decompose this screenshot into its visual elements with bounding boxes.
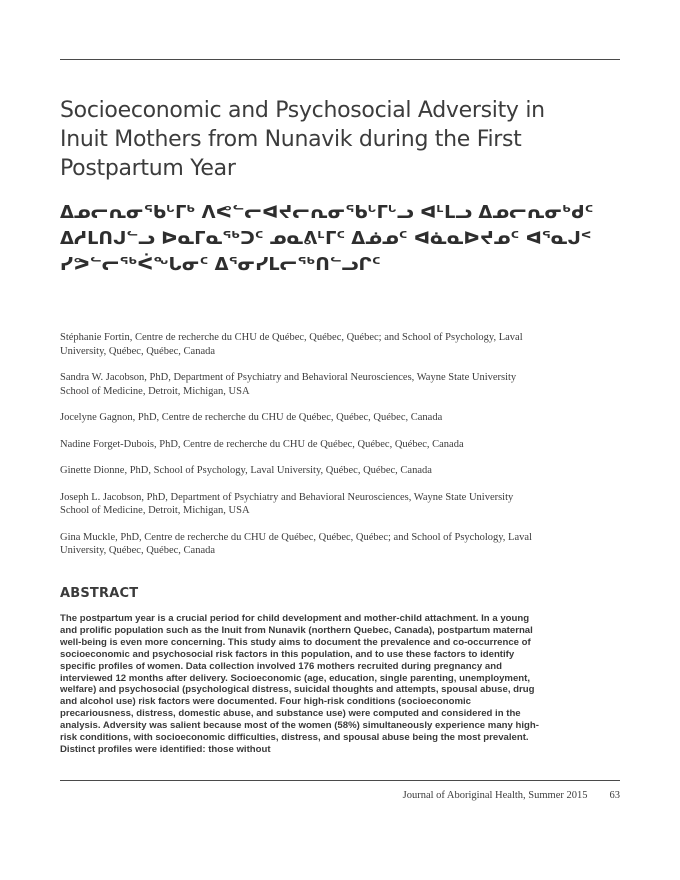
top-rule <box>60 59 620 60</box>
page-footer <box>403 789 620 802</box>
page-number: 63 <box>609 790 620 801</box>
author-affiliation: Nadine Forget-Dubois, PhD, Centre de recherche du CHU de Québec, Québec, Québec, Canada <box>60 438 464 450</box>
author-affiliation: Jocelyne Gagnon, PhD, Centre de recherche du CHU de Québec, Québec, Québec, Canada <box>60 412 443 423</box>
article-title: Socioeconomic and Psychosocial Adversity in Inuit Mothers from Nunavik during the First Postpartum Year <box>60 98 545 181</box>
article-title-inuktitut: ᐃᓄᓕᕆᓂᖃᒡᒥᒃ ᐱᕙᓪᓕᐊᔪᓕᕆᓂᖃᒡᒥᒡᓗ ᐊᒻᒪᓗ ᐃᓄᓕᕆᓂᒃᑯᑦ ᐃᓱᒪᑎᒍᓪᓗ ᐅᓇᒥᓇᖅᑐᑦ ᓄᓇᕕᒻᒥᑦ ᐃᓅᓄᑦ ᐊᓈᓇᐅᔪᓄᑦ ᐊᕐᓇᒍᑉ ᓯᕗᓪᓕᖅᐹᖓᓂᑦ ᐃᕐᓂᓯᒪᓕᖅᑎᓪᓗᒋᑦ <box>60 202 594 275</box>
author-affiliation: Gina Muckle, PhD, Centre de recherche du CHU de Québec, Québec, Québec; and School of Psychology, Laval University, Québec, Québec, Canada <box>60 531 532 556</box>
author-affiliation: Stéphanie Fortin, Centre de recherche du CHU de Québec, Québec, Québec; and School of Psychology, Laval University, Québec, Québec, Canada <box>60 332 523 357</box>
author-affiliation: Joseph L. Jacobson, PhD, Department of Psychiatry and Behavioral Neurosciences, Wayne State University School of Medicine, Detroit, Michigan, USA <box>60 491 514 516</box>
abstract-text: The postpartum year is a crucial period for child development and mother-child attachment. In a young and prolific population such as the Inuit from Nunavik (northern Quebec, Canada), postpartum maternal well-being is even more concerning. This study aims to document the prevalence and co-occurrence of socioeconomic and psychosocial risk factors in this population, and to use these factors to identify specific profiles of women. Data collection involved 176 mothers recruited during pregnancy and interviewed 12 months after delivery. Socioeconomic (age, education, single parenting, unemployment, welfare) and psychosocial (psychological distress, suicidal thoughts and attempts, spousal abuse, drug and alcohol use) risk factors were documented. Four high-risk conditions (socioeconomic precariousness, distress, domestic abuse, and substance use) were computed and considered in the analysis. Adversity was salient because most of the women (58%) simultaneously experience many high-risk conditions, with socioeconomic difficulties, distress, and spousal abuse being the most prevalent. Distinct profiles were identified: those without <box>60 613 539 755</box>
bottom-rule <box>60 780 620 781</box>
author-affiliation: Sandra W. Jacobson, PhD, Department of Psychiatry and Behavioral Neurosciences, Wayne State University School of Medicine, Detroit, Michigan, USA <box>60 372 517 397</box>
journal-citation: Journal of Aboriginal Health, Summer 2015 <box>402 790 588 801</box>
author-affiliation: Ginette Dionne, PhD, School of Psychology, Laval University, Québec, Québec, Canada <box>60 465 432 476</box>
author-list <box>60 331 540 571</box>
abstract-heading: ABSTRACT <box>60 586 139 601</box>
